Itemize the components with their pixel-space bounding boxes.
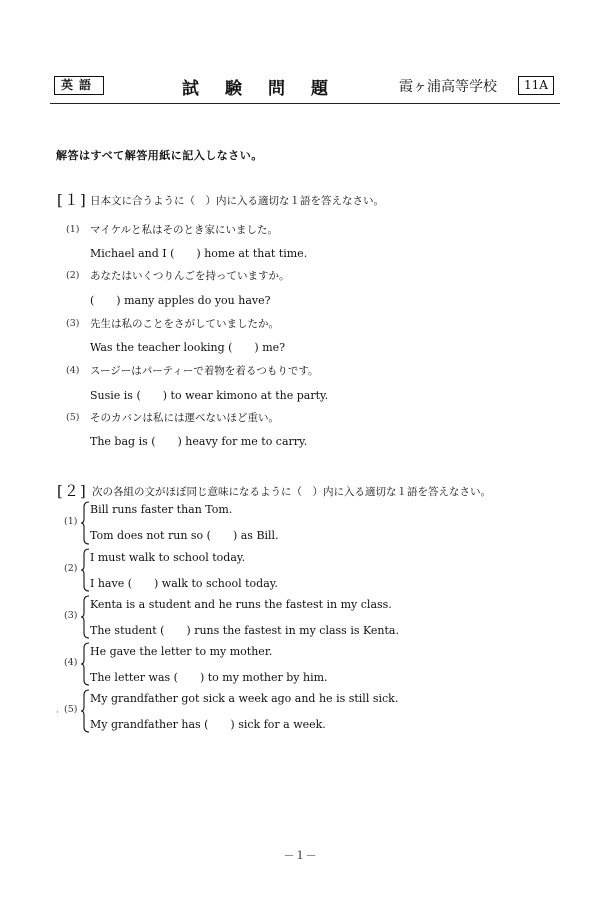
general-instruction: 解答はすべて解答用紙に記入しなさい。 bbox=[56, 149, 263, 162]
s2-q1-brace bbox=[80, 501, 90, 545]
s2-q1-sentence-b: Tom does not run so ( ) as Bill. bbox=[90, 529, 279, 542]
margin-mark: · bbox=[56, 708, 59, 718]
s2-q2-sentence-a: I must walk to school today. bbox=[90, 551, 246, 564]
exam-code: 11A bbox=[518, 76, 554, 95]
s1-q1-number: (1) bbox=[66, 224, 80, 235]
page-title: 試験問題 bbox=[182, 79, 354, 99]
page-number: －１－ bbox=[283, 849, 317, 862]
s2-q4-brace bbox=[80, 642, 90, 686]
s2-q5-brace bbox=[80, 689, 90, 733]
s1-q2-english: ( ) many apples do you have? bbox=[90, 294, 271, 307]
section-1-number: [１] bbox=[57, 191, 87, 209]
s2-q1-sentence-a: Bill runs faster than Tom. bbox=[90, 503, 233, 516]
section-2-number: [２] bbox=[57, 482, 87, 500]
s1-q5-number: (5) bbox=[66, 412, 80, 423]
s2-q3-number: (3) bbox=[64, 610, 78, 621]
section-2-instruction: 次の各組の文がほぼ同じ意味になるように（ ）内に入る適切な１語を答えなさい。 bbox=[92, 486, 491, 498]
s2-q3-sentence-a: Kenta is a student and he runs the fastest in my class. bbox=[90, 598, 392, 611]
s1-q3-english: Was the teacher looking ( ) me? bbox=[90, 341, 286, 354]
s1-q4-english: Susie is ( ) to wear kimono at the party. bbox=[90, 389, 329, 402]
s2-q4-sentence-b: The letter was ( ) to my mother by him. bbox=[90, 671, 328, 684]
s1-q2-japanese: あなたはいくつりんごを持っていますか。 bbox=[90, 270, 290, 282]
s2-q4-sentence-a: He gave the letter to my mother. bbox=[90, 645, 273, 658]
school-name: 霞ヶ浦高等学校 bbox=[399, 79, 497, 95]
s1-q1-english: Michael and I ( ) home at that time. bbox=[90, 247, 308, 260]
s1-q3-number: (3) bbox=[66, 318, 80, 329]
s2-q2-sentence-b: I have ( ) walk to school today. bbox=[90, 577, 279, 590]
s1-q3-japanese: 先生は私のことをさがしていましたか。 bbox=[90, 318, 279, 330]
s2-q5-number: (5) bbox=[64, 704, 78, 715]
s2-q1-number: (1) bbox=[64, 516, 78, 527]
section-1-instruction: 日本文に合うように（ ）内に入る適切な１語を答えなさい。 bbox=[90, 195, 384, 207]
header-rule bbox=[50, 103, 560, 104]
subject-label: 英語 bbox=[54, 76, 104, 95]
s2-q3-sentence-b: The student ( ) runs the fastest in my class is Kenta. bbox=[90, 624, 399, 637]
s1-q2-number: (2) bbox=[66, 270, 80, 281]
s1-q5-english: The bag is ( ) heavy for me to carry. bbox=[90, 435, 308, 448]
s2-q2-brace bbox=[80, 548, 90, 592]
s2-q3-brace bbox=[80, 595, 90, 639]
s2-q5-sentence-b: My grandfather has ( ) sick for a week. bbox=[90, 718, 326, 731]
s2-q4-number: (4) bbox=[64, 657, 78, 668]
s2-q2-number: (2) bbox=[64, 563, 78, 574]
s1-q4-japanese: スージーはパーティーで着物を着るつもりです。 bbox=[90, 365, 319, 377]
s1-q1-japanese: マイケルと私はそのとき家にいました。 bbox=[90, 224, 279, 236]
s1-q4-number: (4) bbox=[66, 365, 80, 376]
s2-q5-sentence-a: My grandfather got sick a week ago and he is still sick. bbox=[90, 692, 399, 705]
s1-q5-japanese: そのカバンは私には運べないほど重い。 bbox=[90, 412, 279, 424]
